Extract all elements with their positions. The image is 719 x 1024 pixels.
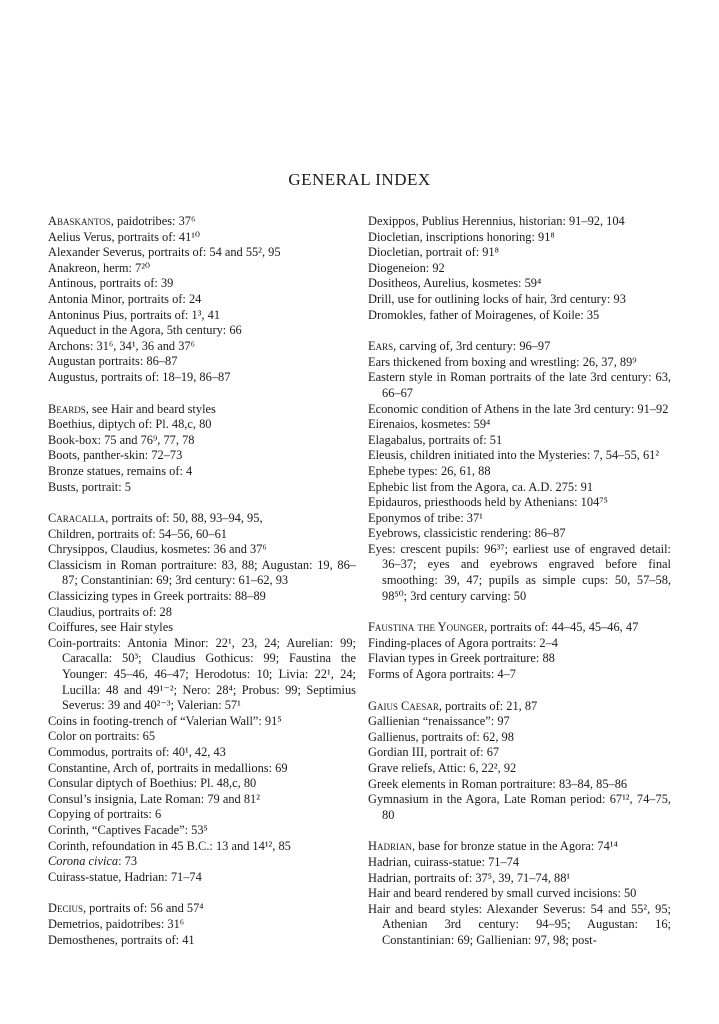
index-entry-text: Antonia Minor, portraits of: 24 bbox=[48, 291, 202, 306]
section-gap bbox=[48, 495, 356, 511]
index-entry bbox=[48, 417, 356, 433]
index-entry-text: Gymnasium in the Agora, Late Roman period: 67¹², 74–75, 80 bbox=[368, 792, 671, 822]
index-entry-text: Diogeneion: 92 bbox=[368, 260, 445, 275]
index-entry bbox=[368, 433, 671, 449]
index-entry-text: Elagabalus, portraits of: 51 bbox=[368, 432, 503, 447]
index-entry-text: : 73 bbox=[118, 854, 138, 869]
index-entry-text: Eyebrows, classicistic rendering: 86–87 bbox=[368, 526, 566, 541]
section-gap bbox=[48, 386, 356, 402]
index-entry bbox=[48, 870, 356, 886]
index-entry-text: Augustan portraits: 86–87 bbox=[48, 354, 178, 369]
index-entry bbox=[368, 777, 671, 793]
index-entry bbox=[368, 230, 671, 246]
index-entry-text: Claudius, portraits of: 28 bbox=[48, 604, 172, 619]
index-entry-text: Forms of Agora portraits: 4–7 bbox=[368, 667, 516, 682]
index-entry bbox=[48, 558, 356, 589]
index-entry-head: Decius bbox=[48, 901, 83, 916]
index-entry-head: Beards bbox=[48, 401, 86, 416]
section-gap bbox=[368, 604, 671, 620]
index-entry bbox=[368, 761, 671, 777]
index-entry bbox=[48, 308, 356, 324]
index-entry-head: Abaskantos bbox=[48, 214, 111, 228]
index-entry-text: Diocletian, inscriptions honoring: 91⁸ bbox=[368, 229, 555, 244]
index-entry-text: Augustus, portraits of: 18–19, 86–87 bbox=[48, 369, 231, 384]
index-entry-text: , portraits of: 50, 88, 93–94, 95, bbox=[105, 511, 263, 526]
index-entry-text: Gallienus, portraits of: 62, 98 bbox=[368, 729, 514, 744]
index-column-right bbox=[368, 214, 671, 949]
page-title: GENERAL INDEX bbox=[288, 170, 431, 189]
index-entry bbox=[48, 261, 356, 277]
index-entry-text: Classicism in Roman portraiture: 83, 88; Augustan: 19, 86–87; Constantinian: 69; 3rd century: 61–62, 93 bbox=[48, 557, 356, 588]
index-entry bbox=[368, 214, 671, 230]
index-entry bbox=[368, 308, 671, 324]
index-entry bbox=[368, 526, 671, 542]
index-entry-text: Demosthenes, portraits of: 41 bbox=[48, 932, 195, 947]
index-entry-text: Eastern style in Roman portraits of the late 3rd century: 63, 66–67 bbox=[368, 370, 671, 400]
index-entry bbox=[368, 886, 671, 902]
index-entry bbox=[48, 901, 356, 917]
index-entry bbox=[48, 292, 356, 308]
index-entry-text: Cuirass-statue, Hadrian: 71–74 bbox=[48, 869, 202, 884]
index-entry-text: Antoninus Pius, portraits of: 1³, 41 bbox=[48, 307, 221, 322]
index-entry bbox=[48, 745, 356, 761]
index-entry bbox=[48, 527, 356, 543]
index-entry-text: Consul’s insignia, Late Roman: 79 and 81² bbox=[48, 791, 260, 806]
index-entry bbox=[48, 636, 356, 714]
index-entry bbox=[48, 511, 356, 527]
index-entry-text: Dexippos, Publius Herennius, historian: 91–92, 104 bbox=[368, 214, 625, 228]
index-entry bbox=[48, 714, 356, 730]
index-entry bbox=[368, 871, 671, 887]
index-entry bbox=[48, 839, 356, 855]
index-entry bbox=[48, 917, 356, 933]
index-entry-text: Consular diptych of Boethius: Pl. 48,c, 80 bbox=[48, 776, 257, 791]
index-entry bbox=[48, 276, 356, 292]
index-entry-text: Commodus, portraits of: 40¹, 42, 43 bbox=[48, 745, 226, 759]
index-entry-text: Busts, portrait: 5 bbox=[48, 479, 131, 494]
index-entry-text: Corinth, refoundation in 45 B.C.: 13 and 14¹², 85 bbox=[48, 838, 291, 853]
index-entry bbox=[48, 589, 356, 605]
index-entry-text: , base for bronze statue in the Agora: 74¹⁴ bbox=[411, 839, 618, 854]
index-entry bbox=[368, 448, 671, 464]
index-entry bbox=[368, 511, 671, 527]
index-entry-text: Diocletian, portrait of: 91⁸ bbox=[368, 245, 499, 260]
index-entry-text: Antinous, portraits of: 39 bbox=[48, 276, 174, 291]
index-entry bbox=[48, 933, 356, 949]
index-entry-text: , paidotribes: 37⁶ bbox=[110, 214, 196, 228]
index-entry-text: Grave reliefs, Attic: 6, 22², 92 bbox=[368, 761, 517, 775]
index-entry-text: Coin-portraits: Antonia Minor: 22¹, 23, 24; Aurelian: 99; Caracalla: 50³; Claudius Gothicus: 99; Faustina the Younger: 45–46, 46–47; Herodotus: 10; Livia: 22¹, 24; Lucilla: 48 and 49¹⁻²; Nero: 28⁴; Probus: 99; Septimius Severus: 39 and 40²⁻³; Valerian: 57¹ bbox=[48, 635, 356, 713]
index-entry bbox=[48, 402, 356, 418]
index-entry bbox=[368, 620, 671, 636]
index-entry bbox=[48, 605, 356, 621]
index-entry-text: Eyes: crescent pupils: 96³⁷; earliest use of engraved detail: 36–37; eyes and eyebrows engraved before final smoothing: 39, 47; pupils as simple cups: 50, 57–58, 98⁵⁰; 3rd century carving: 50 bbox=[368, 541, 671, 603]
index-entry bbox=[48, 761, 356, 777]
index-entry bbox=[368, 261, 671, 277]
index-entry-text: Corinth, “Captives Facade”: 53⁵ bbox=[48, 822, 208, 837]
index-entry-text: Constantine, Arch of, portraits in medallions: 69 bbox=[48, 760, 288, 775]
index-entry bbox=[48, 354, 356, 370]
index-entry bbox=[48, 729, 356, 745]
index-entry-text: Finding-places of Agora portraits: 2–4 bbox=[368, 635, 558, 650]
index-entry-text: Coins in footing-trench of “Valerian Wall”: 91⁵ bbox=[48, 713, 282, 728]
index-entry bbox=[48, 792, 356, 808]
index-entry-text: Children, portraits of: 54–56, 60–61 bbox=[48, 526, 227, 541]
index-entry bbox=[368, 495, 671, 511]
index-entry bbox=[368, 745, 671, 761]
index-entry-text: Gordian III, portrait of: 67 bbox=[368, 745, 500, 760]
index-entry bbox=[368, 636, 671, 652]
section-gap bbox=[368, 323, 671, 339]
index-entry bbox=[48, 245, 356, 261]
index-entry-text: Hadrian, portraits of: 37⁵, 39, 71–74, 88¹ bbox=[368, 870, 571, 885]
index-entry bbox=[368, 480, 671, 496]
index-entry-text: Classicizing types in Greek portraits: 88–89 bbox=[48, 589, 266, 604]
index-entry-text: , portraits of: 44–45, 45–46, 47 bbox=[484, 620, 639, 635]
index-entry bbox=[48, 230, 356, 246]
index-entry-head: Hadrian bbox=[368, 839, 412, 854]
index-entry-text: Greek elements in Roman portraiture: 83–84, 85–86 bbox=[368, 776, 628, 791]
index-entry-text: Eponymos of tribe: 37¹ bbox=[368, 510, 483, 525]
index-entry-text: Color on portraits: 65 bbox=[48, 729, 156, 744]
index-entry bbox=[368, 417, 671, 433]
index-entry bbox=[48, 480, 356, 496]
index-entry-head: Caracalla bbox=[48, 511, 106, 526]
section-gap bbox=[368, 823, 671, 839]
index-entry bbox=[368, 464, 671, 480]
index-entry-head: Faustina the Younger bbox=[368, 620, 485, 635]
index-entry-text: Archons: 31⁶, 34¹, 36 and 37⁶ bbox=[48, 338, 195, 353]
index-entry bbox=[48, 807, 356, 823]
index-entry-text: Alexander Severus, portraits of: 54 and 55², 95 bbox=[48, 245, 281, 260]
index-entry-text: , portraits of: 56 and 57⁴ bbox=[82, 901, 204, 916]
index-entry-text: Ephebe types: 26, 61, 88 bbox=[368, 463, 491, 478]
index-entry bbox=[368, 370, 671, 401]
index-entry bbox=[48, 854, 356, 870]
index-entry-text: , see Hair and beard styles bbox=[85, 401, 216, 416]
section-gap bbox=[368, 683, 671, 699]
index-entry bbox=[368, 855, 671, 871]
index-entry-text: , portraits of: 21, 87 bbox=[438, 698, 538, 713]
index-entry-text: Boethius, diptych of: Pl. 48,c, 80 bbox=[48, 417, 212, 432]
index-entry bbox=[368, 355, 671, 371]
index-entry bbox=[368, 667, 671, 683]
index-entry bbox=[48, 776, 356, 792]
index-entry bbox=[48, 448, 356, 464]
index-entry-text: Hadrian, cuirass-statue: 71–74 bbox=[368, 854, 520, 869]
index-entry-text: Eirenaios, kosmetes: 59⁴ bbox=[368, 417, 491, 432]
index-entry bbox=[368, 339, 671, 355]
index-entry-text: , carving of, 3rd century: 96–97 bbox=[393, 339, 551, 354]
index-entry-text: Ephebic list from the Agora, ca. A.D. 275: 91 bbox=[368, 479, 594, 494]
index-entry-text: Coiffures, see Hair styles bbox=[48, 620, 174, 635]
index-entry-text: Book-box: 75 and 76⁹, 77, 78 bbox=[48, 432, 195, 447]
index-entry bbox=[368, 292, 671, 308]
index-entry-text: Economic condition of Athens in the late 3rd century: 91–92 bbox=[368, 401, 669, 416]
index-entry-text: Dositheos, Aurelius, kosmetes: 59⁴ bbox=[368, 276, 542, 291]
index-entry bbox=[368, 276, 671, 292]
index-entry bbox=[48, 542, 356, 558]
index-entry-head: Gaius Caesar bbox=[368, 698, 439, 713]
index-entry-text: Flavian types in Greek portraiture: 88 bbox=[368, 651, 555, 666]
index-entry-text: Chrysippos, Claudius, kosmetes: 36 and 37⁶ bbox=[48, 542, 267, 557]
index-entry-text: Dromokles, father of Moiragenes, of Koile: 35 bbox=[368, 307, 600, 322]
index-entry bbox=[48, 323, 356, 339]
index-entry bbox=[368, 792, 671, 823]
index-entry bbox=[368, 730, 671, 746]
index-entry-text: Boots, panther-skin: 72–73 bbox=[48, 448, 183, 463]
index-entry-text: Ears thickened from boxing and wrestling: 26, 37, 89⁹ bbox=[368, 354, 637, 369]
index-entry-text: Drill, use for outlining locks of hair, 3rd century: 93 bbox=[368, 291, 626, 306]
index-entry bbox=[368, 402, 671, 418]
index-entry-text: Anakreon, herm: 7²⁰ bbox=[48, 260, 150, 275]
index-entry bbox=[368, 699, 671, 715]
index-entry-italic: Corona civica bbox=[48, 854, 119, 869]
index-entry-text: Copying of portraits: 6 bbox=[48, 807, 162, 822]
index-entry bbox=[48, 433, 356, 449]
index-entry-text: Gallienian “renaissance”: 97 bbox=[368, 714, 510, 729]
index-entry-text: Eleusis, children initiated into the Mysteries: 7, 54–55, 61² bbox=[368, 448, 660, 463]
index-entry bbox=[368, 902, 671, 949]
index-entry bbox=[48, 464, 356, 480]
index-entry bbox=[48, 339, 356, 355]
index-entry bbox=[48, 370, 356, 386]
index-entry-text: Aelius Verus, portraits of: 41¹⁰ bbox=[48, 229, 200, 244]
index-entry bbox=[48, 214, 356, 230]
section-gap bbox=[48, 885, 356, 901]
index-entry bbox=[48, 823, 356, 839]
index-entry bbox=[368, 245, 671, 261]
index-entry-head: Ears bbox=[368, 339, 394, 354]
index-entry-text: Aqueduct in the Agora, 5th century: 66 bbox=[48, 323, 242, 338]
index-entry-text: Hair and beard styles: Alexander Severus: 54 and 55², 95; Athenian 3rd century: 94–95; Augustan: 16; Constantinian: 69; Gallienian: 97, 98; post- bbox=[368, 901, 671, 947]
index-entry bbox=[368, 542, 671, 604]
index-entry-text: Bronze statues, remains of: 4 bbox=[48, 463, 193, 478]
index-entry-text: Demetrios, paidotribes: 31⁶ bbox=[48, 916, 185, 931]
index-entry-text: Hair and beard rendered by small curved incisions: 50 bbox=[368, 886, 637, 901]
index-entry-text: Epidauros, priesthoods held by Athenians: 104⁷⁵ bbox=[368, 495, 608, 510]
index-entry bbox=[368, 651, 671, 667]
index-column-left bbox=[48, 214, 356, 948]
index-entry bbox=[368, 714, 671, 730]
index-entry bbox=[368, 839, 671, 855]
index-entry bbox=[48, 620, 356, 636]
